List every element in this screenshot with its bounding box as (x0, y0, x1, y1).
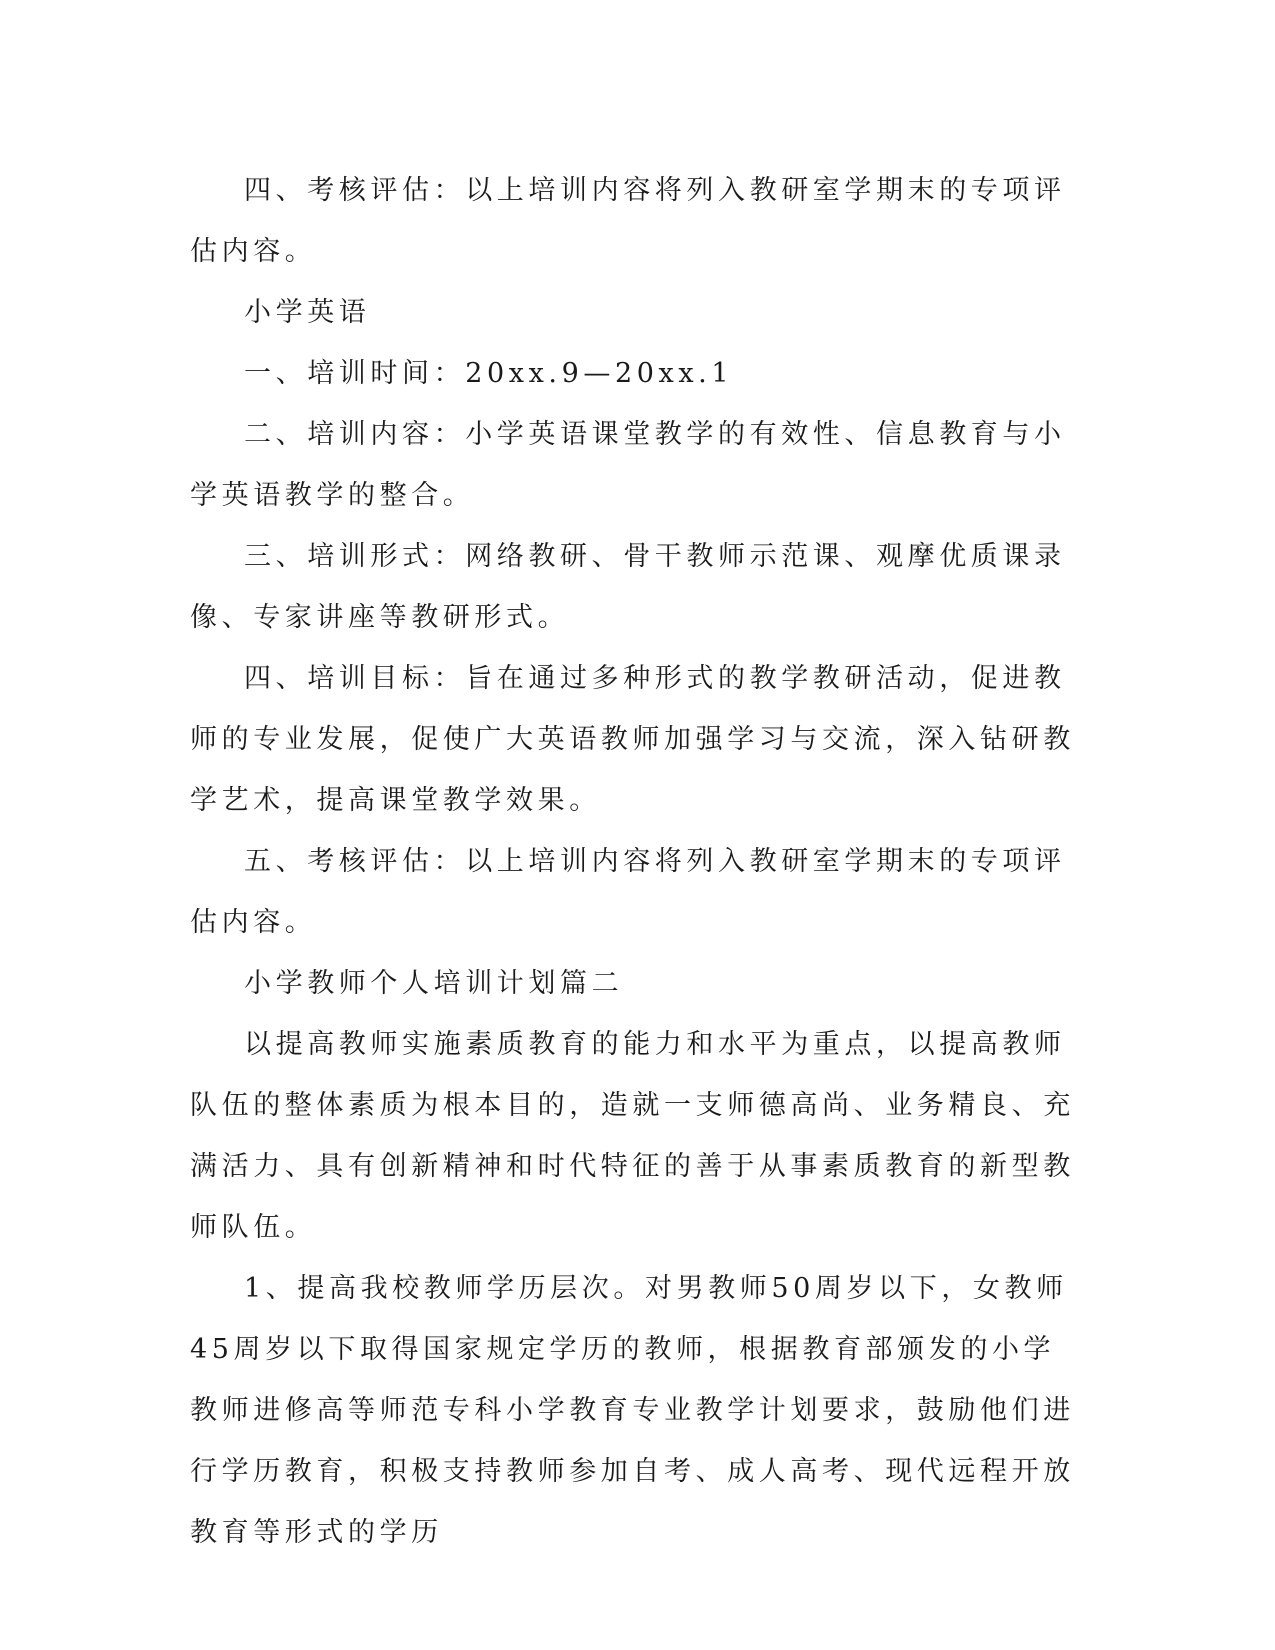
paragraph-training-time: 一、培训时间：20xx.9—20xx.1 (244, 358, 734, 389)
document-body (190, 160, 1080, 1563)
section-heading-plan-two: 小学教师个人培训计划篇二 (244, 968, 624, 999)
paragraph-plan-intro: 以提高教师实施素质教育的能力和水平为重点，以提高教师队伍的整体素质为根本目的，造就一支师德高尚、业务精良、充满活力、具有创新精神和时代特征的善于从事素质教育的新型教师队伍。 (190, 1029, 1075, 1243)
paragraph-training-form: 三、培训形式：网络教研、骨干教师示范课、观摩优质课录像、专家讲座等教研形式。 (190, 541, 1066, 633)
section-heading-primary-english: 小学英语 (244, 297, 371, 328)
paragraph-training-goal: 四、培训目标：旨在通过多种形式的教学教研活动，促进教师的专业发展，促使广大英语教师加强学习与交流，深入钻研教学艺术，提高课堂教学效果。 (190, 663, 1075, 816)
paragraph-assessment-english: 五、考核评估：以上培训内容将列入教研室学期末的专项评估内容。 (190, 846, 1066, 938)
paragraph-plan-item-1: 1、提高我校教师学历层次。对男教师50周岁以下，女教师45周岁以下取得国家规定学历的教师，根据教育部颁发的小学教师进修高等师范专科小学教育专业教学计划要求，鼓励他们进行学历教育，积极支持教师参加自考、成人高考、现代远程开放教育等形式的学历 (190, 1273, 1075, 1548)
paragraph-training-content: 二、培训内容：小学英语课堂教学的有效性、信息教育与小学英语教学的整合。 (190, 419, 1066, 511)
paragraph-assessment-math: 四、考核评估：以上培训内容将列入教研室学期末的专项评估内容。 (190, 175, 1066, 267)
